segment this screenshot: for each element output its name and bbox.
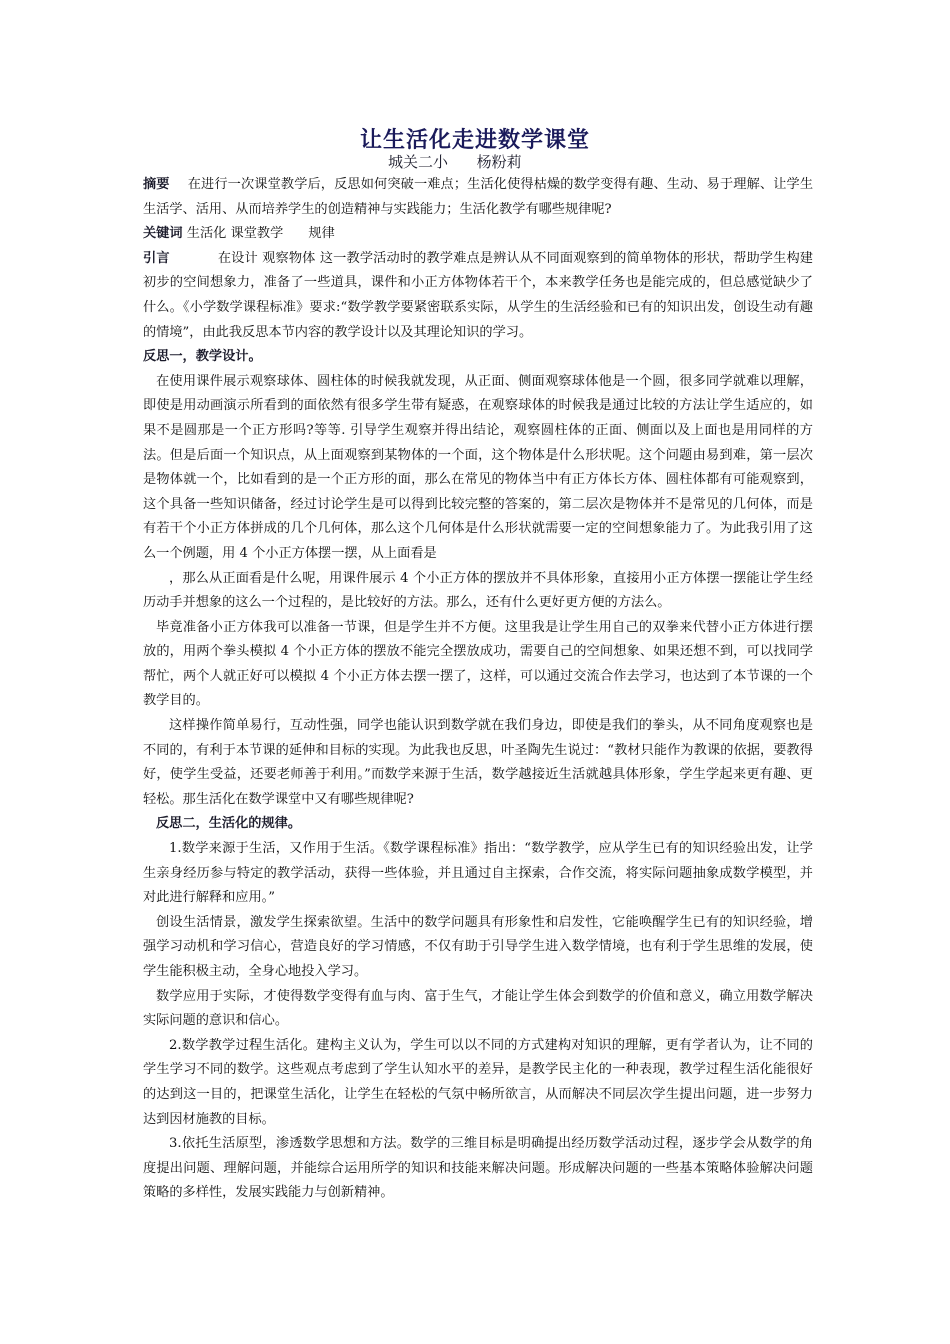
rule-item-2: 2.数学教学过程生活化。建构主义认为，学生可以以不同的方式建构对知识的理解，更有学者认为，让不同的学生学习不同的数学。这些观点考虑到了学生认知水平的差异，是教学民主化的一种表现，教学过程生活化能很好的达到这一目的，把课堂生活化，让学生在轻松的气氛中畅所欲言，从而解决不同层次学生提出问题，进一步努力达到因材施教的目标。 [143,1037,813,1127]
rule-item-1-paragraph-3: 数学应用于实际，才使得数学变得有血与肉、富于生气，才能让学生体会到数学的价值和意义，确立用数学解决实际问题的意识和信心。 [143,988,813,1029]
intro-label: 引言 [143,250,170,266]
section1-paragraph-3: 这样操作简单易行，互动性强，同学也能认识到数学就在我们身边，即使是我们的拳头，从不同角度观察也是不同的，有利于本节课的延伸和目标的实现。为此我也反思，叶圣陶先生说过：“教材只能作为教课的依据，要教得好，使学生受益，还要老师善于利用。”而数学来源于生活，数学越接近生活就越具体形象，学生学起来更有趣、更轻松。那生活化在数学课堂中又有哪些规律呢? [143,718,813,807]
section1-paragraph-2: 毕竟准备小正方体我可以准备一节课，但是学生并不方便。这里我是让学生用自己的双拳来代替小正方体进行摆放的，用两个拳头模拟 4 个小正方体的摆放不能完全摆放成功，需要自己的空间想象、如果还想不到，可以找同学帮忙，两个人就正好可以模拟 4 个小正方体去摆一摆了，这样，可以通过交流合作去学习，也达到了本节课的一个教学目的。 [143,619,813,709]
rule-item-1: 1.数学来源于生活，又作用于生活。《数学课程标准》指出：“数学教学，应从学生已有的知识经验出发，让学生亲身经历参与特定的教学活动，获得一些体验，并且通过自主探索，合作交流，将实际问题抽象成数学模型，并对此进行解释和应用。” [143,841,813,906]
abstract-paragraph [143,173,813,222]
document-body [143,173,813,1206]
section1-paragraph-1b: ，那么从正面看是什么呢，用课件展示 4 个小正方体的摆放并不具体形象，直接用小正方体摆一摆能让学生经历动手并想象的这么一个过程的，是比较好的方法。那么，还有什么更好更方便的方法么。 [143,570,813,611]
rule-item-1-paragraph-2: 创设生活情景，激发学生探索欲望。生活中的数学问题具有形象性和启发性，它能唤醒学生已有的知识经验，增强学习动机和学习信心，营造良好的学习情感，不仅有助于引导学生进入数学情境，也有利于学生思维的发展，使学生能积极主动，全身心地投入学习。 [143,914,813,979]
section1-heading: 反思一，教学设计。 [143,349,262,365]
intro-text: 在设计 观察物体 这一教学活动时的教学难点是辨认从不同面观察到的简单物体的形状，帮助学生构建初步的空间想象力，准备了一些道具，课件和小正方体物体若干个，本来教学任务也是能完成的，但总感觉缺少了什么。《小学数学课程标准》要求:“数学教学要紧密联系实际，从学生的生活经验和已有的知识出发，创设生动有趣的情境”，由此我反思本节内容的教学设计以及其理论知识的学习。 [143,250,813,340]
abstract-text: 在进行一次课堂教学后，反思如何突破一难点；生活化使得枯燥的数学变得有趣、生动、易于理解、让学生生活学、活用、从而培养学生的创造精神与实践能力；生活化教学有哪些规律呢? [143,177,814,217]
abstract-label: 摘要 [143,177,170,192]
document-title: 让生活化走进数学课堂 [359,128,590,153]
rule-item-3: 3.依托生活原型，渗透数学思想和方法。数学的三维目标是明确提出经历数学活动过程，逐步学会从数学的角度提出问题、理解问题，并能综合运用所学的知识和技能来解决问题。形成解决问题的一些基本策略体验解决问题策略的多样性，发展实践能力与创新精神。 [143,1136,813,1201]
keywords-label: 关键词 [143,226,183,242]
section1-paragraph-1: 在使用课件展示观察球体、圆柱体的时候我就发现，从正面、侧面观察球体他是一个圆，很多同学就难以理解，即使是用动画演示所看到的面依然有很多学生带有疑惑，在观察球体的时候我是通过比较的方法让学生适应的，如果不是圆那是一个正方形吗?等等. 引导学生观察并得出结论，观察圆柱体的正面、侧面以及上面也是用同样的方法。但是后面一个知识点，从上面观察到某物体的一个面，这个物体是什么形状呢。这个问题由易到难，第一层次是物体就一个，比如看到的是一个正方形的面，那么在常见的物体当中有正方体长方体、圆柱体都有可能观察到，这个具备一些知识储备，经过讨论学生是可以得到比较完整的答案的，第二层次是物体并不是常见的几何体，而是有若干个小正方体拼成的几个几何体，那么这个几何体是什么形状就需要一定的空间想象能力了。为此我引用了这么一个例题，用 4 个小正方体摆一摆，从上面看是 [143,373,813,561]
keywords-paragraph [143,222,813,247]
section2-heading: 反思二，生活化的规律。 [156,816,302,832]
author-line: 城关二小 杨粉莉 [388,153,522,171]
intro-paragraph [143,247,813,345]
keywords-text: 生活化 课堂教学 规律 [186,226,335,242]
